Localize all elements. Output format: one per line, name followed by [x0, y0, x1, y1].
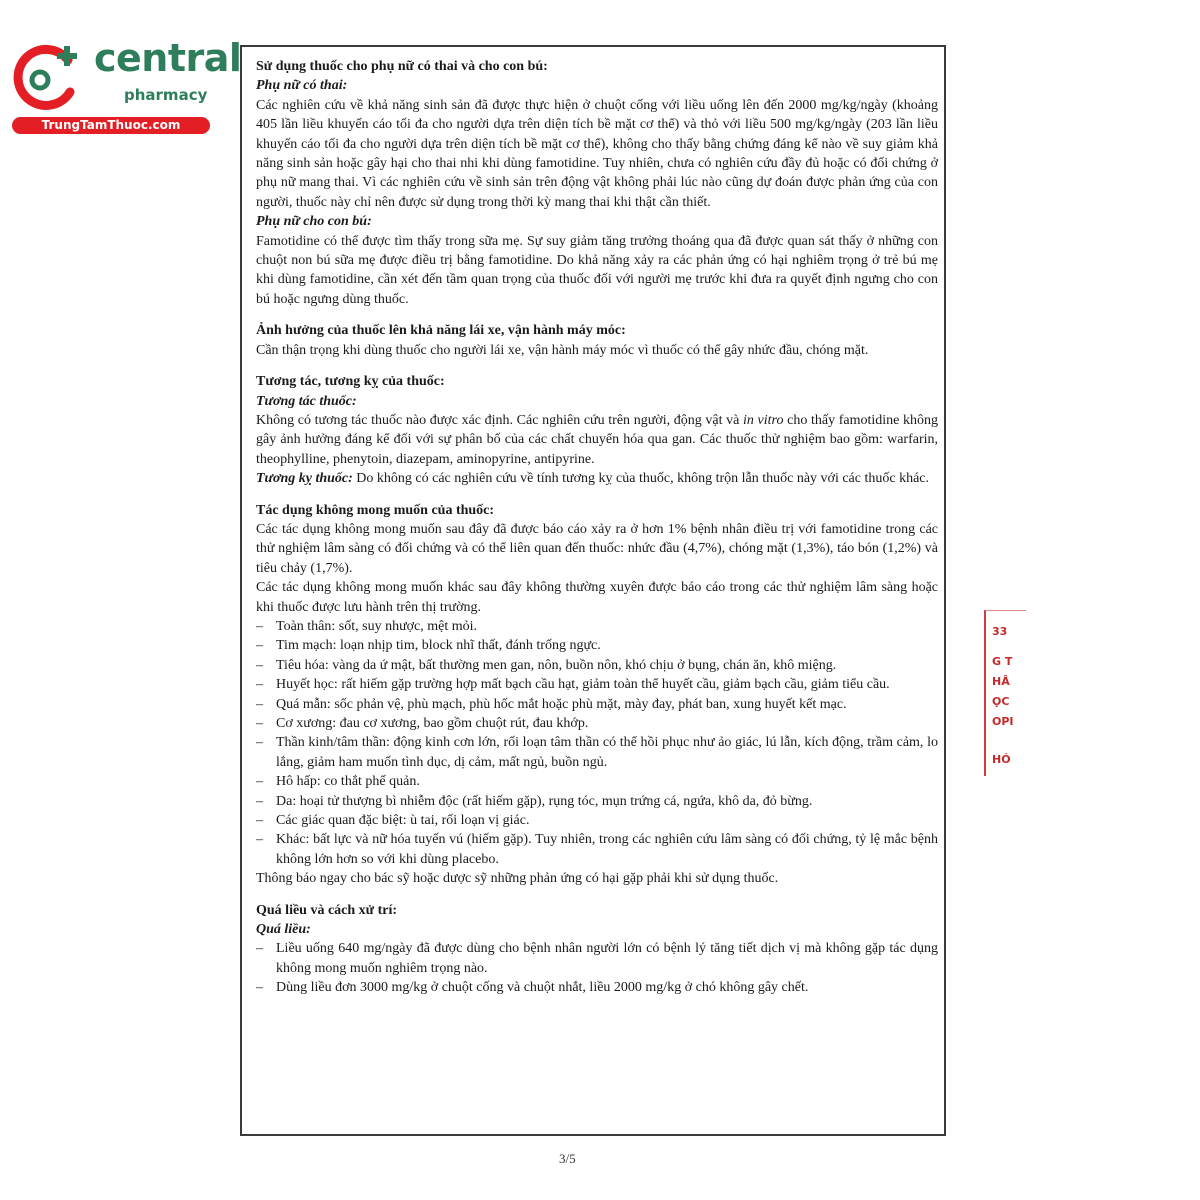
list-item: – Liều uống 640 mg/ngày đã được dùng cho bệnh nhân người lớn có bệnh lý tăng tiết dịch vị mà không gặp tác dụng không mong muốn nghiêm trọng nào. — [256, 939, 938, 978]
side-stamp — [984, 610, 1026, 776]
list-item: – Hô hấp: co thắt phế quản. — [256, 772, 938, 791]
incompatibility-text: Do không có các nghiên cứu về tính tương kỵ của thuốc, không trộn lẫn thuốc này với các thuốc khác. — [352, 471, 930, 487]
logo-url-badge[interactable]: TrungTamThuoc.com — [12, 117, 210, 134]
logo-name: central — [94, 36, 242, 80]
subheading-pregnant: Phụ nữ có thai: — [256, 78, 348, 94]
overdose-list — [256, 939, 938, 997]
paragraph-driving: Cần thận trọng khi dùng thuốc cho người lái xe, vận hành máy móc vì thuốc có thể gây nhức đầu, chóng mặt. — [256, 342, 869, 358]
paragraph-report-notice: Thông báo ngay cho bác sỹ hoặc dược sỹ những phản ứng có hại gặp phải khi sử dụng thuốc. — [256, 871, 779, 887]
interactions-text-b: cho thấy famotidine không gây ảnh hưởng đáng kể đối với sự phân bố của các chất chuyển hóa qua gan. Các thuốc thử nghiệm bao gồm: warfarin, theophylline, phenytoin, diazepam, aminopyrine, antipyrine. — [256, 412, 939, 467]
paragraph-breastfeeding: Famotidine có thể được tìm thấy trong sữa mẹ. Sự suy giảm tăng trưởng thoáng qua đã được quan sát thấy ở những con chuột non bú sữa mẹ được điều trị bằng famotidine. Do khả năng xảy ra các phản ứng có hại nghiêm trọng ở trẻ bú mẹ khi dùng famotidine, cần xét đến tầm quan trọng của thuốc đối với người mẹ trước khi đưa ra quyết định ngưng cho con bú hoặc ngưng dùng thuốc. — [256, 233, 938, 307]
list-item: – Tim mạch: loạn nhịp tim, block nhĩ thất, đánh trống ngực. — [256, 636, 938, 655]
list-item: – Toàn thân: sốt, suy nhược, mệt mỏi. — [256, 617, 938, 636]
stamp-line: G T — [992, 655, 1013, 668]
subheading-overdose: Quá liều: — [256, 922, 311, 938]
list-item: – Tiêu hóa: vàng da ứ mật, bất thường men gan, nôn, buồn nôn, khó chịu ở bụng, chán ăn, khô miệng. — [256, 656, 938, 675]
paragraph-pregnant: Các nghiên cứu về khả năng sinh sản đã được thực hiện ở chuột cống với liều uống lên đến 2000 mg/kg/ngày (khoảng 405 lần liều khuyến cáo tối đa cho người dựa trên diện tích bề mặt cơ thể) và thỏ với liều 500 mg/kg/ngày (203 lần liều khuyến cáo tối đa cho người dựa trên diện tích bề mặt cơ thể), không cho thấy bằng chứng đáng kể nào về suy giảm khả năng sinh sản hoặc gây hại cho thai nhi khi dùng famotidine. Tuy nhiên, chưa có nghiên cứu đầy đủ hoặc có đối chứng ở phụ nữ mang thai. Vì các nghiên cứu về sinh sản trên động vật không phải lúc nào cũng dự đoán được phản ứng của con người, thuốc này chỉ nên được sử dụng trong thời kỳ mang thai khi thật cần thiết. — [256, 97, 938, 210]
section-title-driving: Ảnh hưởng của thuốc lên khả năng lái xe, vận hành máy móc: — [256, 323, 626, 339]
list-item: – Quá mẫn: sốc phản vệ, phù mạch, phù hốc mắt hoặc phù mặt, mày đay, phát ban, xung huyết kết mạc. — [256, 695, 938, 714]
list-item: – Cơ xương: đau cơ xương, bao gồm chuột rút, đau khớp. — [256, 714, 938, 733]
section-title-pregnancy: Sử dụng thuốc cho phụ nữ có thai và cho con bú: — [256, 59, 548, 74]
interactions-text-a: Không có tương tác thuốc nào được xác định. Các nghiên cứu trên người, động vật và — [256, 412, 743, 428]
central-pharmacy-logo[interactable] — [10, 36, 242, 136]
list-item: – Huyết học: rất hiếm gặp trường hợp mất bạch cầu hạt, giảm toàn thể huyết cầu, giảm bạch cầu, giảm tiểu cầu. — [256, 675, 938, 694]
stamp-line: OPI — [992, 715, 1014, 728]
adverse-effects-list — [256, 617, 938, 869]
paragraph-adverse-other: Các tác dụng không mong muốn khác sau đây không thường xuyên được báo cáo trong các thử nghiệm lâm sàng hoặc khi thuốc được lưu hành trên thị trường. — [256, 580, 938, 615]
stamp-line: ΗÂ — [992, 675, 1010, 688]
subheading-drug-interactions: Tương tác thuốc: — [256, 393, 357, 409]
subheading-breastfeeding: Phụ nữ cho con bú: — [256, 214, 372, 230]
section-title-adverse-effects: Tác dụng không mong muốn của thuốc: — [256, 502, 495, 518]
document-page — [240, 45, 946, 1136]
paragraph-incompatibility — [256, 469, 938, 488]
stamp-line: HÓ — [992, 753, 1011, 766]
paragraph-adverse-common: Các tác dụng không mong muốn sau đây đã được báo cáo xảy ra ở hơn 1% bệnh nhân điều trị với famotidine trong các thử nghiệm lâm sàng có đối chứng và có thể liên quan đến thuốc: nhức đầu (4,7%), chóng mặt (1,3%), táo bón (1,2%) và tiêu chảy (1,7%). — [256, 521, 938, 576]
list-item: – Dùng liều đơn 3000 mg/kg ở chuột cống và chuột nhắt, liều 2000 mg/kg ở chó không gây chết. — [256, 978, 938, 997]
list-item: – Các giác quan đặc biệt: ù tai, rối loạn vị giác. — [256, 811, 938, 830]
stamp-line: 33 — [992, 625, 1008, 638]
stamp-line: ỌC — [992, 695, 1010, 708]
central-logo-icon — [10, 40, 86, 116]
in-vitro-term: in vitro — [742, 412, 784, 428]
section-title-interactions: Tương tác, tương kỵ của thuốc: — [256, 374, 445, 390]
logo-subtitle: pharmacy — [124, 86, 208, 104]
page-number: 3/5 — [559, 1151, 576, 1166]
list-item: – Da: hoại tử thượng bì nhiễm độc (rất hiếm gặp), rụng tóc, mụn trứng cá, ngứa, khô da, đỏ bừng. — [256, 792, 938, 811]
list-item: – Khác: bất lực và nữ hóa tuyến vú (hiếm gặp). Tuy nhiên, trong các nghiên cứu lâm sàng có đối chứng, tỷ lệ mắc bệnh không lớn hơn so với khi dùng placebo. — [256, 830, 938, 869]
subheading-incompatibility: Tương kỵ thuốc: — [256, 471, 353, 487]
paragraph-drug-interactions — [256, 411, 938, 469]
section-title-overdose: Quá liều và cách xử trí: — [256, 902, 397, 918]
list-item: – Thần kinh/tâm thần: động kinh cơn lớn, rối loạn tâm thần có thể hồi phục như ảo giác, lú lẫn, kích động, trầm cảm, lo lắng, giảm ham muốn tình dục, dị cảm, mất ngủ, buồn ngủ. — [256, 733, 938, 772]
